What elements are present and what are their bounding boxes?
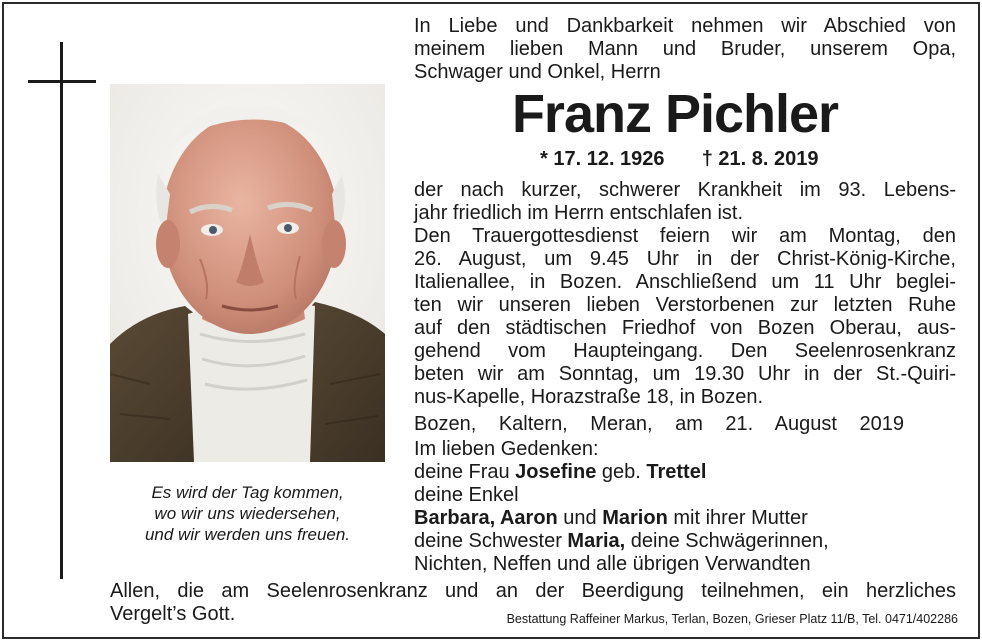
intro-line: In Liebe und Dankbarkeit nehmen wir Abschied von [414, 15, 956, 37]
cross-vertical-bar [60, 42, 63, 579]
death-date: † 21. 8. 2019 [701, 148, 819, 170]
mourner-sister: deine Schwester Maria, deine Schwägerinnen, [414, 530, 829, 552]
place-and-date: Bozen, Kaltern, Meran, am 21. August 2019 [414, 413, 904, 435]
wife-name: Josefine [515, 461, 597, 483]
quote-line: wo wir uns wiedersehen, [154, 504, 341, 523]
intro-line: meinem lieben Mann und Bruder, unserem Opa, [414, 38, 956, 60]
mourners-heading: Im lieben Gedenken: [414, 438, 599, 460]
body-line: jahr friedlich im Herrn entschlafen ist. [414, 202, 744, 224]
closing-line: Allen, die am Seelenrosenkranz und an der Beerdigung teilnehmen, ein herzliches [110, 580, 956, 602]
cross-horizontal-bar [28, 80, 96, 83]
birth-date: * 17. 12. 1926 [540, 148, 665, 170]
quote-line: Es wird der Tag kommen, [151, 483, 344, 502]
sister-name: Maria, [567, 530, 626, 552]
intro-paragraph [414, 15, 956, 84]
body-line: Italienallee, in Bozen. Anschließend um 11 Uhr beglei- [414, 271, 956, 293]
grandchild-name: Marion [602, 507, 668, 529]
body-line: Den Trauergottesdienst feiern wir am Montag, den [414, 225, 956, 247]
body-line: 26. August, um 9.45 Uhr in der Christ-König-Kirche, [414, 248, 956, 270]
body-line: gehend vom Haupteingang. Den Seelenrosenkranz [414, 340, 956, 362]
memorial-quote [110, 482, 385, 545]
intro-line: Schwager und Onkel, Herrn [414, 61, 661, 83]
mourner-wife: deine Frau Josefine geb. Trettel [414, 461, 707, 483]
mourner-relatives: Nichten, Neffen und alle übrigen Verwandten [414, 553, 811, 575]
grandchild-names: Barbara, Aaron [414, 507, 558, 529]
quote-line: und wir werden uns freuen. [144, 525, 351, 544]
mourners-list [414, 438, 956, 576]
portrait-photo [110, 84, 385, 462]
wife-maiden-name: Trettel [646, 461, 707, 483]
body-line: nus-Kapelle, Horazstraße 18, in Bozen. [414, 386, 764, 408]
body-line: beten wir am Sonntag, um 19.30 Uhr in der St.-Quiri- [414, 363, 956, 385]
portrait-illustration [110, 84, 385, 462]
funeral-home-footer: Bestattung Raffeiner Markus, Terlan, Bozen, Grieser Platz 11/B, Tel. 0471/402286 [506, 612, 958, 626]
body-line: der nach kurzer, schwerer Krankheit im 93. Lebens- [414, 179, 956, 201]
body-line: ten wir unseren lieben Verstorbenen zur letzten Ruhe [414, 294, 956, 316]
grandchildren-label: deine Enkel [414, 484, 519, 506]
closing-line: Vergelt’s Gott. [110, 603, 236, 625]
funeral-details [414, 179, 956, 409]
life-dates [540, 147, 818, 171]
deceased-name: Franz Pichler [511, 84, 839, 144]
body-line: auf den städtischen Friedhof von Bozen Oberau, aus- [414, 317, 956, 339]
mourner-grandchildren: Barbara, Aaron und Marion mit ihrer Mutter [414, 507, 808, 529]
